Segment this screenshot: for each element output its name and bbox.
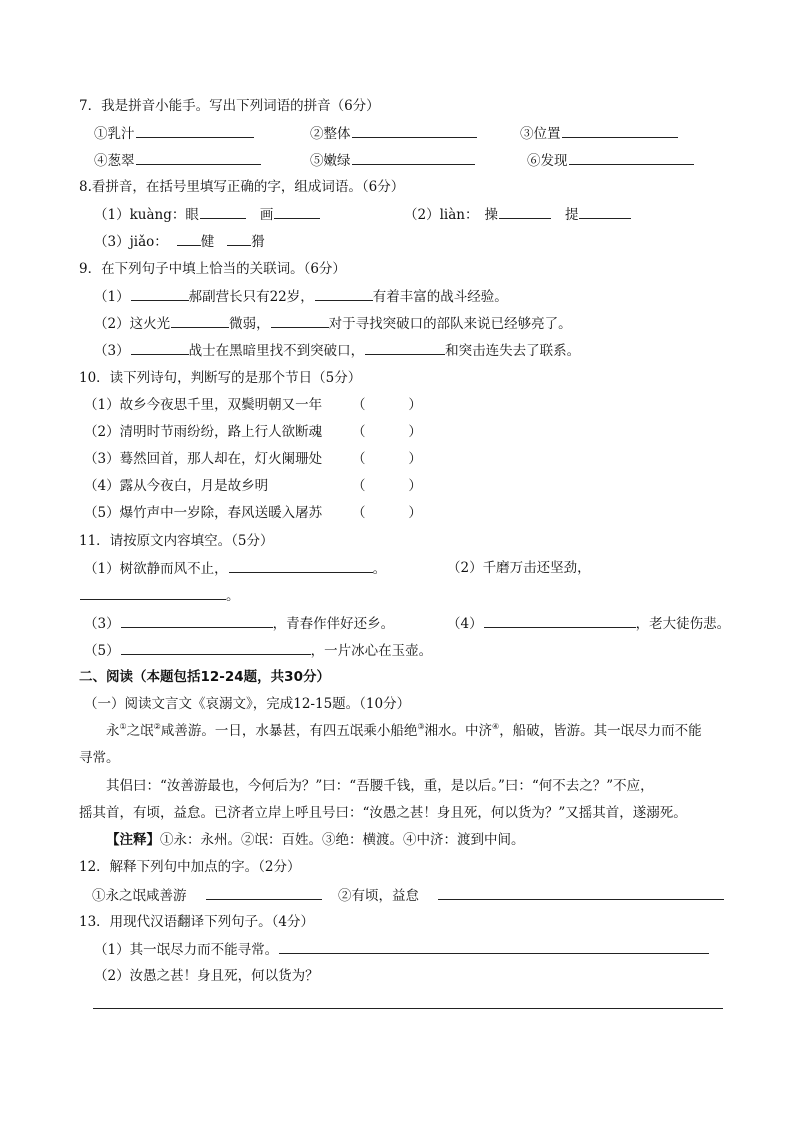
q11-item-3 bbox=[84, 614, 394, 633]
q13-sentence-2: （2）汝愚之甚！身且死，何以货为？ bbox=[94, 968, 319, 984]
footnote-marker: ③ bbox=[417, 722, 425, 731]
q11-item-2-cont bbox=[79, 586, 240, 605]
poem-line: （2）清明时节雨纷纷，路上行人欲断魂 bbox=[84, 424, 323, 440]
answer-blank[interactable] bbox=[131, 287, 189, 301]
answer-blank[interactable] bbox=[315, 287, 373, 301]
q8-char: 画 bbox=[259, 207, 274, 223]
q7-item-1 bbox=[94, 124, 254, 143]
q7-word-1: ①乳汁 bbox=[94, 126, 135, 142]
answer-blank[interactable] bbox=[229, 559, 373, 573]
passage-notes bbox=[106, 831, 525, 849]
answer-line[interactable] bbox=[93, 1008, 723, 1009]
q9-text: 战士在黑暗里找不到突破口， bbox=[188, 343, 365, 359]
q8-char: 操 bbox=[484, 207, 498, 223]
q10-item-5 bbox=[84, 504, 322, 522]
answer-blank[interactable] bbox=[121, 641, 311, 655]
q7-title: 7．我是拼音小能手。写出下列词语的拼音（6分） bbox=[79, 98, 380, 114]
q12-text: ②有顷，益怠 bbox=[338, 888, 419, 904]
q8-prompt-2: （2）liàn： bbox=[404, 207, 479, 223]
answer-blank[interactable] bbox=[131, 341, 189, 355]
q8-char: 提 bbox=[564, 207, 579, 223]
q11-text: ，老大徒伤悲。 bbox=[635, 616, 731, 632]
q10-title: 10．读下列诗句，判断写的是那个节日（5分） bbox=[79, 370, 362, 386]
q7-item-6 bbox=[527, 151, 694, 170]
passage-text: ，船破，皆游。其一氓尽力而不能 bbox=[499, 723, 702, 739]
q12-item-2 bbox=[338, 886, 724, 905]
q7-item-2 bbox=[310, 124, 477, 143]
q12-item-1 bbox=[92, 886, 322, 905]
answer-blank[interactable] bbox=[121, 614, 273, 628]
q9-number: （3） bbox=[94, 343, 130, 359]
answer-blank[interactable] bbox=[271, 314, 329, 328]
q11-title: 11．请按原文内容填空。（5分） bbox=[79, 533, 274, 549]
q11-text: （5） bbox=[84, 643, 120, 659]
answer-blank[interactable] bbox=[200, 205, 246, 219]
q11-item-1 bbox=[84, 559, 386, 578]
passage-paragraph-1-cont: 寻常。 bbox=[79, 750, 120, 766]
notes-label: 【注释】 bbox=[106, 832, 160, 848]
notes-text: ①永：永州。②氓：百姓。③绝：横渡。④中济：渡到中间。 bbox=[160, 832, 525, 848]
q7-word-4: ④葱翠 bbox=[94, 153, 135, 169]
q9-text: 郝副营长只有22岁， bbox=[188, 289, 314, 305]
q9-sentence-1 bbox=[94, 287, 508, 306]
q7-word-6: ⑥发现 bbox=[527, 153, 568, 169]
q10-item-4 bbox=[84, 477, 268, 495]
q9-text: 和突击连失去了联系。 bbox=[445, 343, 581, 359]
section-subtitle: （一）阅读文言文《哀溺文》，完成12-15题。（10分） bbox=[84, 696, 411, 712]
q8-char: 猾 bbox=[251, 234, 265, 250]
answer-blank[interactable] bbox=[171, 314, 229, 328]
q8-title: 8.看拼音，在括号里填写正确的字，组成词语。（6分） bbox=[79, 179, 405, 195]
q11-item-4 bbox=[447, 614, 730, 633]
q11-item-5 bbox=[84, 641, 432, 660]
q7-word-5: ⑤嫩绿 bbox=[310, 153, 351, 169]
answer-parens[interactable]: （ ） bbox=[352, 505, 422, 521]
q13-title: 13．用现代汉语翻译下列句子。（4分） bbox=[79, 914, 315, 930]
answer-blank[interactable] bbox=[274, 205, 320, 219]
q10-item-2 bbox=[84, 423, 322, 441]
answer-blank[interactable] bbox=[352, 151, 475, 165]
q9-sentence-2 bbox=[94, 314, 572, 333]
q7-word-2: ②整体 bbox=[310, 126, 351, 142]
q9-title: 9．在下列句子中填上恰当的关联词。（6分） bbox=[79, 261, 346, 277]
poem-line: （5）爆竹声中一岁除，春风送暖入屠苏 bbox=[84, 505, 323, 521]
section-title: 二、阅读（本题包括12-24题，共30分） bbox=[79, 669, 330, 685]
q11-item-2 bbox=[447, 559, 591, 577]
answer-blank[interactable] bbox=[499, 205, 551, 219]
answer-parens[interactable]: （ ） bbox=[352, 424, 422, 440]
q12-text: ①永之氓咸善游 bbox=[92, 888, 187, 904]
answer-blank[interactable] bbox=[484, 614, 636, 628]
answer-blank[interactable] bbox=[177, 232, 201, 246]
q9-number: （1） bbox=[94, 289, 130, 305]
q8-prompt-3: （3）jiǎo： bbox=[94, 234, 168, 250]
answer-blank[interactable] bbox=[80, 586, 226, 600]
answer-blank[interactable] bbox=[227, 232, 251, 246]
passage-text: 湘水。中济 bbox=[424, 723, 493, 739]
q11-text: （2）千磨万击还坚劲， bbox=[447, 560, 591, 576]
answer-blank[interactable] bbox=[365, 341, 445, 355]
answer-parens[interactable]: （ ） bbox=[352, 397, 422, 413]
answer-blank[interactable] bbox=[579, 205, 631, 219]
answer-blank[interactable] bbox=[136, 151, 261, 165]
q8-item-2 bbox=[404, 205, 631, 224]
q8-char: 健 bbox=[200, 234, 215, 250]
q11-text: ，青春作伴好还乡。 bbox=[272, 616, 395, 632]
passage-text: 之氓 bbox=[126, 723, 154, 739]
answer-blank[interactable] bbox=[206, 886, 322, 900]
q9-text: 对于寻找突破口的部队来说已经够亮了。 bbox=[328, 316, 572, 332]
q13-text: （1）其一氓尽力而不能寻常。 bbox=[94, 942, 279, 958]
answer-blank[interactable] bbox=[279, 940, 709, 954]
footnote-marker: ① bbox=[119, 722, 127, 731]
q11-text: （3） bbox=[84, 616, 120, 632]
q9-text: 微弱， bbox=[229, 316, 270, 332]
answer-blank[interactable] bbox=[438, 886, 724, 900]
passage-paragraph-1 bbox=[106, 722, 702, 740]
passage-text: 永 bbox=[106, 723, 120, 739]
poem-line: （1）故乡今夜思千里，双鬓明朝又一年 bbox=[84, 397, 323, 413]
q9-sentence-3 bbox=[94, 341, 580, 360]
q11-text: ，一片冰心在玉壶。 bbox=[310, 643, 433, 659]
passage-paragraph-2: 其侣曰：“汝善游最也，今何后为？”曰：“吾腰千钱，重，是以后。”曰：“何不去之？”不应， bbox=[106, 778, 654, 794]
q11-text: 。 bbox=[372, 561, 387, 577]
footnote-marker: ② bbox=[153, 722, 161, 731]
q7-word-3: ③位置 bbox=[520, 126, 561, 142]
answer-blank[interactable] bbox=[569, 151, 694, 165]
q11-text: 。 bbox=[226, 588, 240, 604]
q11-text: （4） bbox=[447, 616, 483, 632]
q8-item-3 bbox=[94, 232, 265, 251]
q9-text: （2）这火光 bbox=[94, 316, 171, 332]
q10-item-1 bbox=[84, 396, 322, 414]
q7-item-3 bbox=[520, 124, 678, 143]
poem-line: （3）蓦然回首，那人却在，灯火阑珊处 bbox=[84, 451, 323, 467]
q8-item-1 bbox=[94, 205, 320, 224]
q13-sentence-1 bbox=[94, 940, 709, 959]
answer-blank[interactable] bbox=[562, 124, 678, 138]
answer-blank[interactable] bbox=[352, 124, 477, 138]
q12-title: 12．解释下列句中加点的字。（2分） bbox=[79, 859, 301, 875]
q11-text: （1）树欲静而风不止， bbox=[84, 561, 228, 577]
answer-parens[interactable]: （ ） bbox=[352, 478, 422, 494]
answer-parens[interactable]: （ ） bbox=[352, 451, 422, 467]
q8-prompt-1: （1）kuàng：眼 bbox=[94, 207, 199, 223]
answer-blank[interactable] bbox=[136, 124, 254, 138]
q9-text: 有着丰富的战斗经验。 bbox=[372, 289, 508, 305]
passage-paragraph-2-cont: 摇其首，有顷，益怠。已济者立岸上呼且号曰：“汝愚之甚！身且死，何以货为？”又摇其首，遂溺死。 bbox=[79, 805, 687, 821]
q10-item-3 bbox=[84, 450, 322, 468]
poem-line: （4）露从今夜白，月是故乡明 bbox=[84, 478, 269, 494]
footnote-marker: ④ bbox=[492, 722, 500, 731]
passage-text: 咸善游。一日，水暴甚，有四五氓乘小船绝 bbox=[160, 723, 418, 739]
q7-item-5 bbox=[310, 151, 475, 170]
q7-item-4 bbox=[94, 151, 261, 170]
